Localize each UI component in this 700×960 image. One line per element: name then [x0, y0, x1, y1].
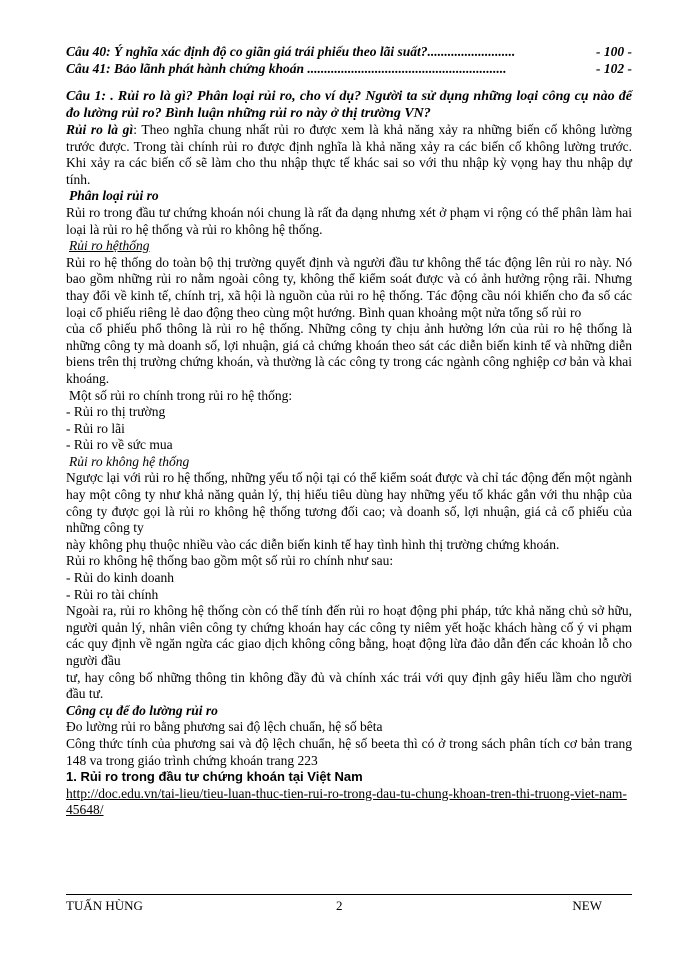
- list-item: - Rủi ro về sức mua: [66, 437, 173, 453]
- toc-title: Câu 40: Ý nghĩa xác định độ co giãn giá trái phiếu theo lãi suất?..........................: [66, 44, 516, 59]
- definition-paragraph: [66, 122, 632, 188]
- toc-entry-41[interactable]: [66, 61, 632, 78]
- list-item: - Rủi ro tài chính: [66, 586, 159, 602]
- unsystematic-list-intro: Rủi ro không hệ thống bao gồm một số rủi ro chính như sau:: [66, 553, 394, 569]
- list-item: - Rủi ro lãi: [66, 420, 125, 436]
- list-item: - Rủi do kinh doanh: [66, 570, 174, 586]
- unsystematic-paragraph-1: Ngược lại với rủi ro hệ thống, những yếu tố nội tại có thể kiểm soát được và chỉ tác động đến một ngành hay một công ty như khả năng quản lý, thị hiếu tiêu dùng hay những yếu tố khác gắn với thu nhập của công ty được gọi là rủi ro không hệ thống tương đối cao; và doanh số, lợi nhuận, giá cả cổ phiếu của những công ty: [66, 470, 632, 536]
- document-page: [66, 44, 632, 819]
- definition-text: : Theo nghĩa chung nhất rủi ro được xem là khả năng xảy ra những biến cố không lường trước được. Trong tài chính rủi ro được định nghĩa là khả năng xảy ra các biến cố không lường trước. Khi xảy ra các biến cố sẽ làm cho thu nhập thực tế khác sai so với thu nhập kỳ vọng hay thu nhập dự tính.: [66, 122, 632, 187]
- other-paragraph-2: tư, hay công bố những thông tin không đầy đủ và chính xác trái với quy định gây hiểu lầm cho người đầu tư.: [66, 669, 632, 702]
- toc-page: - 100 -: [596, 44, 632, 59]
- footer-rule: [66, 894, 632, 895]
- list-item: - Rủi ro thị trường: [66, 404, 166, 420]
- toc-page: - 102 -: [596, 61, 632, 76]
- other-paragraph-1: Ngoài ra, rủi ro không hệ thống còn có thể tính đến rủi ro hoạt động phi pháp, tức khả năng chủ sở hữu, người quản lý, nhân viên công ty chứng khoán hay các công ty niêm yết hoặc khách hàng cố ý vi phạm các quy định về ngăn ngừa các giao dịch không công bằng, hoạt động lừa đảo dẫn đến các khoản lỗ cho người đầu: [66, 603, 632, 668]
- classify-paragraph: Rủi ro trong đầu tư chứng khoán nói chung là rất đa dạng nhưng xét ở phạm vi rộng có thể phân làm hai loại là rủi ro hệ thống và rủi ro không hệ thống.: [66, 204, 632, 237]
- systematic-paragraph-2: của cổ phiếu phổ thông là rủi ro hệ thống. Những công ty chịu ảnh hưởng lớn của rủi ro hệ thống là những công ty mà doanh số, lợi nhuận, giá cả chứng khoán theo sát các diễn biến kinh tế và những diễn biens trên thị trường chứng khoán, và thường là các công ty trong các ngành công nghiệp cơ bản và khai khoáng.: [66, 321, 632, 386]
- classify-heading: Phân loại rủi ro: [69, 188, 159, 204]
- definition-label: Rủi ro là gì: [66, 122, 134, 137]
- vn-link[interactable]: http://doc.edu.vn/tai-lieu/tieu-luan-thuc-tien-rui-ro-trong-dau-tu-chung-khoan-tren-thi-truong-viet-nam-45648/: [66, 785, 627, 818]
- unsystematic-paragraph-2: này không phụ thuộc nhiều vào các diễn biến kinh tế hay tình hình thị trường chứng khoán.: [66, 536, 560, 552]
- systematic-paragraph-1: Rủi ro hệ thống do toàn bộ thị trường quyết định và người đầu tư không thể tác động lên rủi ro này. Nó bao gồm những rủi ro nằm ngoài công ty, không thể kiểm soát được và có ảnh hưởng rộng rãi. Nhưng thay đổi về kinh tế, chính trị, xã hội là nguồn của rủi ro hệ thống. Tác động cầu nói khiến cho đa số các loại cổ phiếu riêng lẻ dao động theo cùng một hướng. Bình quan khoảng một nửa tổng số rủi ro: [66, 254, 632, 320]
- question-section: [66, 88, 632, 819]
- vn-heading: 1. Rủi ro trong đầu tư chứng khoán tại Việt Nam: [66, 769, 363, 785]
- tools-heading: Công cụ để đo lường rủi ro: [66, 702, 218, 718]
- question-heading: Câu 1: . Rủi ro là gì? Phân loại rủi ro, cho ví dụ? Người ta sử dụng những loại công cụ nào để đo lường rủi ro? Bình luận những rủi ro này ở thị trường VN?: [66, 89, 632, 121]
- footer-tag: NEW: [572, 898, 602, 913]
- unsystematic-heading: Rủi ro không hệ thống: [69, 453, 190, 469]
- vn-link-paragraph: [66, 786, 632, 819]
- tools-paragraph-1: Đo lường rủi ro bằng phương sai độ lệch chuẩn, hệ số bêta: [66, 719, 383, 735]
- toc-entry-40[interactable]: [66, 44, 632, 61]
- footer-page-number: 2: [336, 898, 343, 913]
- footer-author: TUẤN HÙNG: [66, 898, 143, 913]
- systematic-list-intro: Một số rủi ro chính trong rủi ro hệ thống:: [69, 387, 293, 403]
- systematic-heading: Rủi ro hệthống: [69, 238, 150, 254]
- toc-title: Câu 41: Bảo lãnh phát hành chứng khoán ...........................................................: [66, 61, 507, 76]
- tools-paragraph-2: Công thức tính của phương sai và độ lệch chuẩn, hệ số beeta thì có ở trong sách phân tích cơ bản trang 148 va trong giáo trình chứng khoán trang 223: [66, 735, 632, 768]
